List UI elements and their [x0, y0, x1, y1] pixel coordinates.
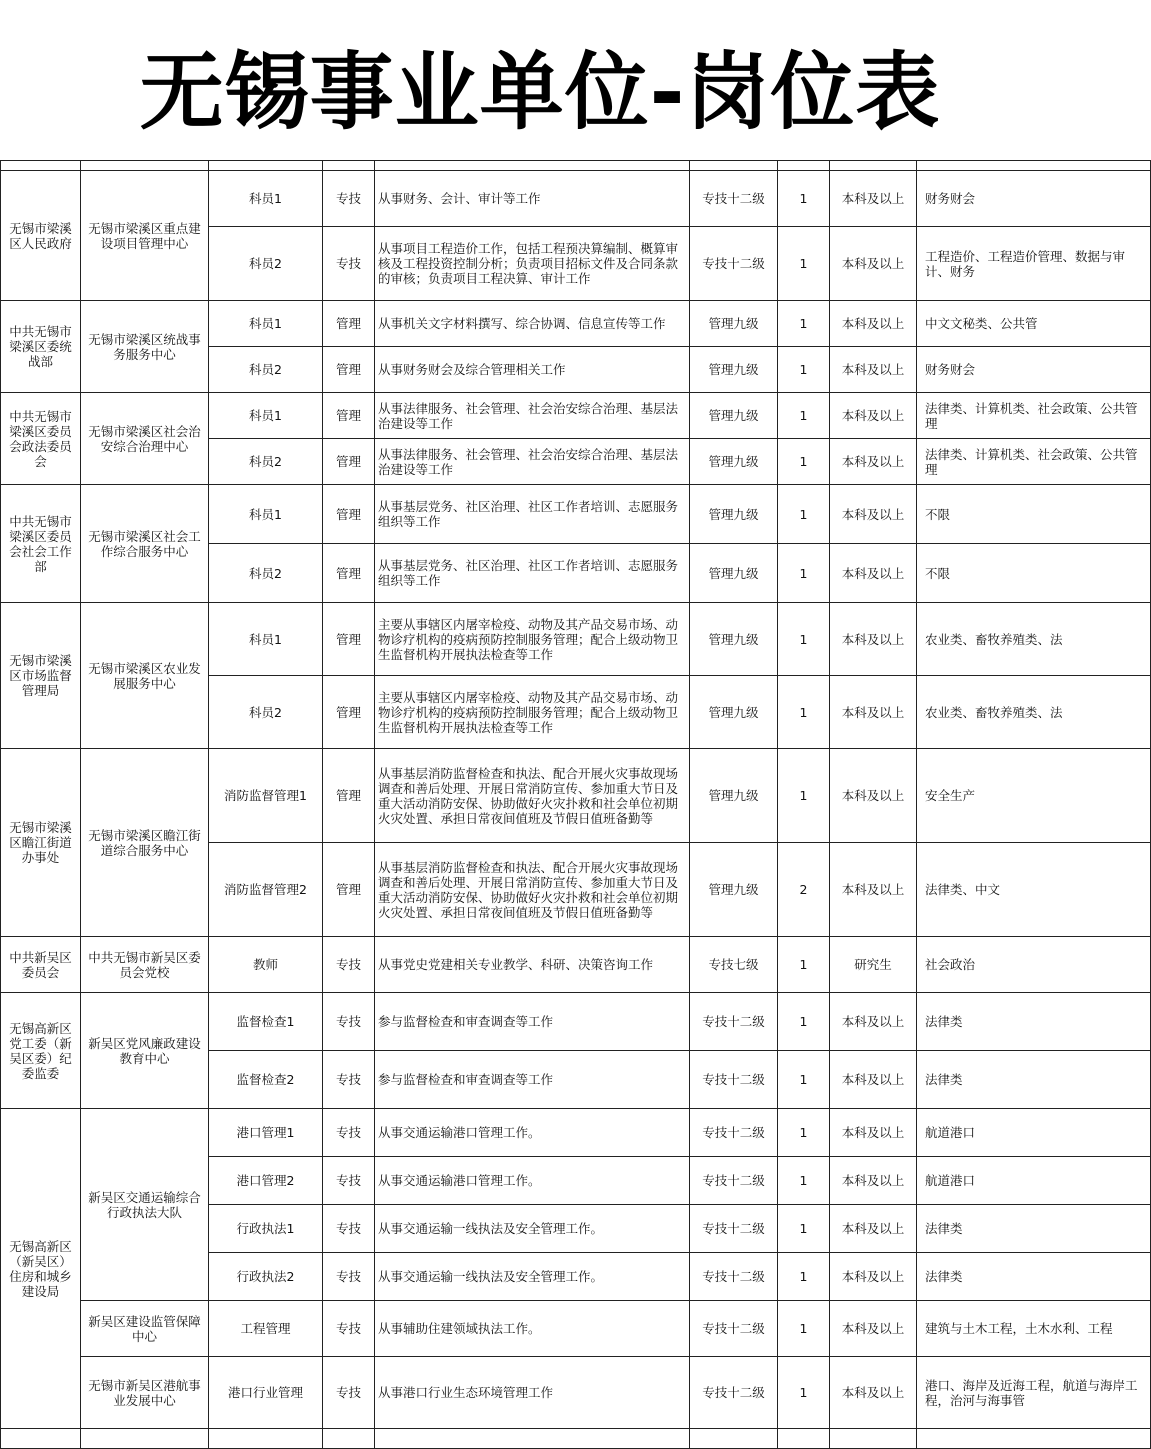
unit-cell: 无锡市梁溪区社会工作综合服务中心 [81, 485, 209, 603]
desc-cell: 从事法律服务、社会管理、社会治安综合治理、基层法治建设等工作 [375, 393, 690, 439]
desc-cell: 从事基层消防监督检查和执法、配合开展火灾事故现场调查和善后处理、开展日常消防宣传、参加重大节日及重大活动消防安保、协助做好火灾扑救和社会单位初期火灾处置、承担日常夜间值班及节假日值班备勤等 [375, 843, 690, 937]
num-cell: 1 [778, 603, 830, 676]
desc-cell: 从事法律服务、社会管理、社会治安综合治理、基层法治建设等工作 [375, 439, 690, 485]
position-table-container [0, 160, 1138, 1440]
level-cell: 管理九级 [690, 603, 778, 676]
table-row [1, 603, 1151, 676]
type-cell: 专技 [323, 993, 375, 1051]
table-row-top-partial [1, 161, 1151, 171]
num-cell: 1 [778, 1157, 830, 1205]
desc-cell: 从事机关文字材料撰写、综合协调、信息宣传等工作 [375, 301, 690, 347]
edu-cell: 本科及以上 [830, 1301, 917, 1357]
level-cell: 专技十二级 [690, 1109, 778, 1157]
desc-cell: 从事党史党建相关专业教学、科研、决策咨询工作 [375, 937, 690, 993]
post-cell: 监督检查2 [209, 1051, 323, 1109]
level-cell: 专技十二级 [690, 993, 778, 1051]
table-row [1, 937, 1151, 993]
post-cell: 科员1 [209, 485, 323, 544]
desc-cell: 从事辅助住建领域执法工作。 [375, 1301, 690, 1357]
desc-cell: 从事基层党务、社区治理、社区工作者培训、志愿服务组织等工作 [375, 485, 690, 544]
post-cell: 消防监督管理2 [209, 843, 323, 937]
edu-cell: 本科及以上 [830, 439, 917, 485]
table-row [1, 485, 1151, 544]
req-cell: 安全生产 [917, 749, 1151, 843]
req-cell: 建筑与土木工程，土木水利、工程 [917, 1301, 1151, 1357]
req-cell: 农业类、畜牧养殖类、法 [917, 603, 1151, 676]
type-cell: 专技 [323, 1253, 375, 1301]
level-cell: 专技十二级 [690, 171, 778, 227]
edu-cell: 本科及以上 [830, 1157, 917, 1205]
post-cell: 港口管理2 [209, 1157, 323, 1205]
table-row [1, 393, 1151, 439]
table-row [1, 1301, 1151, 1357]
num-cell: 1 [778, 439, 830, 485]
desc-cell: 从事基层消防监督检查和执法、配合开展火灾事故现场调查和善后处理、开展日常消防宣传、参加重大节日及重大活动消防安保、协助做好火灾扑救和社会单位初期火灾处置、承担日常夜间值班及节假日值班备勤等 [375, 749, 690, 843]
type-cell: 管理 [323, 301, 375, 347]
table-row-bottom-partial [1, 1429, 1151, 1449]
desc-cell: 主要从事辖区内屠宰检疫、动物及其产品交易市场、动物诊疗机构的疫病预防控制服务管理；配合上级动物卫生监督机构开展执法检查等工作 [375, 603, 690, 676]
type-cell: 专技 [323, 1357, 375, 1429]
post-cell: 工程管理 [209, 1301, 323, 1357]
level-cell: 管理九级 [690, 843, 778, 937]
req-cell: 法律类、中文 [917, 843, 1151, 937]
req-cell: 航道港口 [917, 1109, 1151, 1157]
desc-cell: 从事港口行业生态环境管理工作 [375, 1357, 690, 1429]
num-cell: 1 [778, 1253, 830, 1301]
edu-cell: 本科及以上 [830, 485, 917, 544]
post-cell: 科员2 [209, 544, 323, 603]
post-cell: 教师 [209, 937, 323, 993]
edu-cell: 本科及以上 [830, 1253, 917, 1301]
level-cell: 专技十二级 [690, 1205, 778, 1253]
page-title: 无锡事业单位-岗位表 [139, 43, 941, 141]
unit-cell: 无锡市梁溪区社会治安综合治理中心 [81, 393, 209, 485]
level-cell: 管理九级 [690, 301, 778, 347]
post-cell: 行政执法1 [209, 1205, 323, 1253]
desc-cell: 从事交通运输一线执法及安全管理工作。 [375, 1205, 690, 1253]
req-cell: 法律类 [917, 993, 1151, 1051]
position-table [0, 160, 1151, 1449]
level-cell: 管理九级 [690, 544, 778, 603]
num-cell: 1 [778, 937, 830, 993]
edu-cell: 本科及以上 [830, 1051, 917, 1109]
type-cell: 管理 [323, 603, 375, 676]
num-cell: 1 [778, 301, 830, 347]
post-cell: 科员1 [209, 603, 323, 676]
post-cell: 监督检查1 [209, 993, 323, 1051]
req-cell: 工程造价、工程造价管理、数据与审计、财务 [917, 227, 1151, 301]
type-cell: 专技 [323, 937, 375, 993]
edu-cell: 本科及以上 [830, 843, 917, 937]
table-row [1, 171, 1151, 227]
edu-cell: 本科及以上 [830, 171, 917, 227]
dept-cell: 中共无锡市梁溪区委员会政法委员会 [1, 393, 81, 485]
level-cell: 专技十二级 [690, 1253, 778, 1301]
unit-cell: 无锡市梁溪区农业发展服务中心 [81, 603, 209, 749]
edu-cell: 本科及以上 [830, 1205, 917, 1253]
post-cell: 科员1 [209, 301, 323, 347]
unit-cell: 无锡市梁溪区统战事务服务中心 [81, 301, 209, 393]
type-cell: 管理 [323, 439, 375, 485]
dept-cell: 无锡市梁溪区瞻江街道办事处 [1, 749, 81, 937]
type-cell: 管理 [323, 393, 375, 439]
num-cell: 1 [778, 227, 830, 301]
level-cell: 管理九级 [690, 749, 778, 843]
desc-cell: 主要从事辖区内屠宰检疫、动物及其产品交易市场、动物诊疗机构的疫病预防控制服务管理；配合上级动物卫生监督机构开展执法检查等工作 [375, 676, 690, 749]
req-cell: 财务财会 [917, 347, 1151, 393]
table-row [1, 1109, 1151, 1157]
table-row [1, 1357, 1151, 1429]
type-cell: 专技 [323, 1157, 375, 1205]
req-cell: 法律类 [917, 1205, 1151, 1253]
unit-cell: 中共无锡市新吴区委员会党校 [81, 937, 209, 993]
type-cell: 管理 [323, 544, 375, 603]
type-cell: 专技 [323, 227, 375, 301]
level-cell: 专技十二级 [690, 1157, 778, 1205]
dept-cell: 无锡高新区（新吴区）住房和城乡建设局 [1, 1109, 81, 1429]
num-cell: 2 [778, 843, 830, 937]
post-cell: 消防监督管理1 [209, 749, 323, 843]
desc-cell: 从事基层党务、社区治理、社区工作者培训、志愿服务组织等工作 [375, 544, 690, 603]
desc-cell: 从事交通运输港口管理工作。 [375, 1157, 690, 1205]
req-cell: 不限 [917, 544, 1151, 603]
num-cell: 1 [778, 393, 830, 439]
level-cell: 专技十二级 [690, 1357, 778, 1429]
type-cell: 管理 [323, 485, 375, 544]
edu-cell: 本科及以上 [830, 301, 917, 347]
req-cell: 港口、海岸及近海工程，航道与海岸工程，治河与海事管 [917, 1357, 1151, 1429]
level-cell: 管理九级 [690, 347, 778, 393]
req-cell: 中文文秘类、公共管 [917, 301, 1151, 347]
dept-cell: 中共无锡市梁溪区委统战部 [1, 301, 81, 393]
num-cell: 1 [778, 676, 830, 749]
edu-cell: 本科及以上 [830, 749, 917, 843]
post-cell: 港口管理1 [209, 1109, 323, 1157]
dept-cell: 无锡市梁溪区市场监督管理局 [1, 603, 81, 749]
edu-cell: 本科及以上 [830, 1357, 917, 1429]
num-cell: 1 [778, 1301, 830, 1357]
num-cell: 1 [778, 1205, 830, 1253]
post-cell: 科员2 [209, 676, 323, 749]
num-cell: 1 [778, 347, 830, 393]
type-cell: 专技 [323, 1301, 375, 1357]
post-cell: 科员2 [209, 347, 323, 393]
desc-cell: 参与监督检查和审查调查等工作 [375, 993, 690, 1051]
req-cell: 财务财会 [917, 171, 1151, 227]
type-cell: 专技 [323, 171, 375, 227]
num-cell: 1 [778, 544, 830, 603]
req-cell: 社会政治 [917, 937, 1151, 993]
req-cell: 法律类 [917, 1051, 1151, 1109]
type-cell: 管理 [323, 347, 375, 393]
level-cell: 专技十二级 [690, 227, 778, 301]
desc-cell: 从事交通运输港口管理工作。 [375, 1109, 690, 1157]
post-cell: 行政执法2 [209, 1253, 323, 1301]
level-cell: 专技十二级 [690, 1301, 778, 1357]
num-cell: 1 [778, 171, 830, 227]
num-cell: 1 [778, 1109, 830, 1157]
table-row [1, 301, 1151, 347]
type-cell: 管理 [323, 676, 375, 749]
edu-cell: 本科及以上 [830, 227, 917, 301]
desc-cell: 从事交通运输一线执法及安全管理工作。 [375, 1253, 690, 1301]
post-cell: 科员1 [209, 171, 323, 227]
desc-cell: 参与监督检查和审查调查等工作 [375, 1051, 690, 1109]
unit-cell: 无锡市梁溪区重点建设项目管理中心 [81, 171, 209, 301]
dept-cell: 无锡市梁溪区人民政府 [1, 171, 81, 301]
type-cell: 管理 [323, 749, 375, 843]
level-cell: 管理九级 [690, 485, 778, 544]
unit-cell: 新吴区建设监管保障中心 [81, 1301, 209, 1357]
num-cell: 1 [778, 993, 830, 1051]
unit-cell: 无锡市梁溪区瞻江街道综合服务中心 [81, 749, 209, 937]
edu-cell: 本科及以上 [830, 603, 917, 676]
desc-cell: 从事项目工程造价工作，包括工程预决算编制、概算审核及工程投资控制分析；负责项目招标文件及合同条款的审核；负责项目工程决算、审计工作 [375, 227, 690, 301]
num-cell: 1 [778, 749, 830, 843]
level-cell: 管理九级 [690, 439, 778, 485]
dept-cell: 中共无锡市梁溪区委员会社会工作部 [1, 485, 81, 603]
num-cell: 1 [778, 1357, 830, 1429]
edu-cell: 本科及以上 [830, 676, 917, 749]
req-cell: 法律类 [917, 1253, 1151, 1301]
num-cell: 1 [778, 1051, 830, 1109]
post-cell: 科员2 [209, 439, 323, 485]
req-cell: 不限 [917, 485, 1151, 544]
num-cell: 1 [778, 485, 830, 544]
edu-cell: 本科及以上 [830, 347, 917, 393]
unit-cell: 无锡市新吴区港航事业发展中心 [81, 1357, 209, 1429]
dept-cell: 无锡高新区党工委（新吴区委）纪委监委 [1, 993, 81, 1109]
unit-cell: 新吴区党风廉政建设教育中心 [81, 993, 209, 1109]
desc-cell: 从事财务财会及综合管理相关工作 [375, 347, 690, 393]
dept-cell: 中共新吴区委员会 [1, 937, 81, 993]
table-row [1, 749, 1151, 843]
req-cell: 法律类、计算机类、社会政策、公共管理 [917, 393, 1151, 439]
post-cell: 科员1 [209, 393, 323, 439]
type-cell: 管理 [323, 843, 375, 937]
edu-cell: 本科及以上 [830, 544, 917, 603]
post-cell: 港口行业管理 [209, 1357, 323, 1429]
req-cell: 农业类、畜牧养殖类、法 [917, 676, 1151, 749]
req-cell: 航道港口 [917, 1157, 1151, 1205]
post-cell: 科员2 [209, 227, 323, 301]
desc-cell: 从事财务、会计、审计等工作 [375, 171, 690, 227]
unit-cell: 新吴区交通运输综合行政执法大队 [81, 1109, 209, 1301]
edu-cell: 研究生 [830, 937, 917, 993]
level-cell: 管理九级 [690, 393, 778, 439]
level-cell: 专技十二级 [690, 1051, 778, 1109]
type-cell: 专技 [323, 1109, 375, 1157]
edu-cell: 本科及以上 [830, 1109, 917, 1157]
edu-cell: 本科及以上 [830, 393, 917, 439]
type-cell: 专技 [323, 1205, 375, 1253]
table-row [1, 993, 1151, 1051]
edu-cell: 本科及以上 [830, 993, 917, 1051]
type-cell: 专技 [323, 1051, 375, 1109]
level-cell: 管理九级 [690, 676, 778, 749]
req-cell: 法律类、计算机类、社会政策、公共管理 [917, 439, 1151, 485]
level-cell: 专技七级 [690, 937, 778, 993]
